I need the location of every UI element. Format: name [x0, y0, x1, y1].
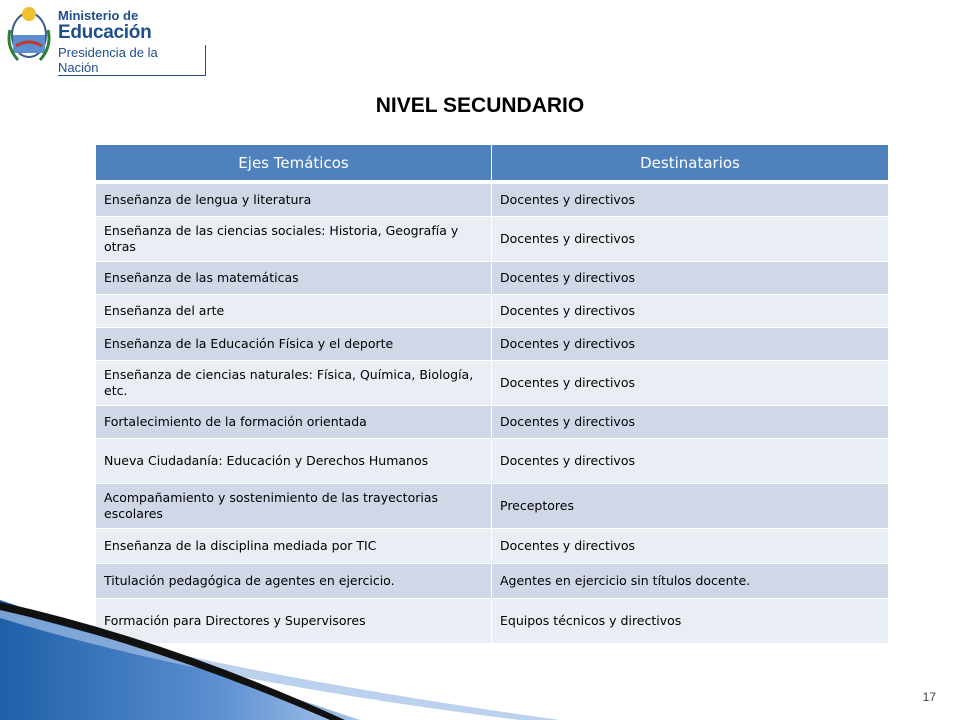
table-cell-topic: Enseñanza del arte	[96, 295, 492, 327]
table-cell-topic: Fortalecimiento de la formación orientada	[96, 406, 492, 438]
table-cell-audience: Docentes y directivos	[492, 439, 888, 483]
table-cell-audience: Docentes y directivos	[492, 295, 888, 327]
topics-table	[96, 145, 888, 644]
page-title: NIVEL SECUNDARIO	[375, 94, 585, 117]
table-cell-audience: Docentes y directivos	[492, 328, 888, 360]
table-cell-topic: Titulación pedagógica de agentes en ejercicio.	[96, 564, 492, 598]
ministry-logo	[6, 2, 206, 75]
table-cell-audience: Equipos técnicos y directivos	[492, 599, 888, 643]
table-row	[96, 295, 888, 328]
table-cell-audience: Agentes en ejercicio sin títulos docente.	[492, 564, 888, 598]
logo-line-1: Ministerio de	[58, 8, 139, 23]
table-cell-audience: Preceptores	[492, 484, 888, 528]
table-row	[96, 361, 888, 406]
table-row	[96, 328, 888, 361]
table-cell-audience: Docentes y directivos	[492, 184, 888, 216]
table-cell-audience: Docentes y directivos	[492, 217, 888, 261]
logo-line-3: Presidencia de la Nación	[58, 45, 206, 76]
table-cell-audience: Docentes y directivos	[492, 406, 888, 438]
table-cell-topic: Enseñanza de las ciencias sociales: Historia, Geografía y otras	[96, 217, 492, 261]
table-row	[96, 439, 888, 484]
table-cell-topic: Enseñanza de las matemáticas	[96, 262, 492, 294]
table-cell-topic: Enseñanza de ciencias naturales: Física, Química, Biología, etc.	[96, 361, 492, 405]
table-cell-audience: Docentes y directivos	[492, 361, 888, 405]
table-row	[96, 564, 888, 599]
table-row	[96, 484, 888, 529]
coat-of-arms-icon	[6, 2, 52, 64]
page-number: 17	[922, 690, 936, 704]
table-cell-topic: Enseñanza de la disciplina mediada por TIC	[96, 529, 492, 563]
table-cell-topic: Acompañamiento y sostenimiento de las trayectorias escolares	[96, 484, 492, 528]
table-row	[96, 406, 888, 439]
decorative-swoosh	[0, 600, 600, 720]
table-cell-topic: Enseñanza de lengua y literatura	[96, 184, 492, 216]
table-cell-topic: Nueva Ciudadanía: Educación y Derechos Humanos	[96, 439, 492, 483]
table-row	[96, 184, 888, 217]
table-cell-audience: Docentes y directivos	[492, 262, 888, 294]
table-cell-audience: Docentes y directivos	[492, 529, 888, 563]
table-cell-topic: Formación para Directores y Supervisores	[96, 599, 492, 643]
logo-line-2: Educación	[58, 22, 152, 43]
table-row	[96, 217, 888, 262]
table-row	[96, 529, 888, 564]
column-header-ejes: Ejes Temáticos	[96, 145, 492, 183]
column-header-destinatarios: Destinatarios	[492, 145, 888, 183]
table-cell-topic: Enseñanza de la Educación Física y el deporte	[96, 328, 492, 360]
table-header-row	[96, 145, 888, 184]
table-row	[96, 262, 888, 295]
